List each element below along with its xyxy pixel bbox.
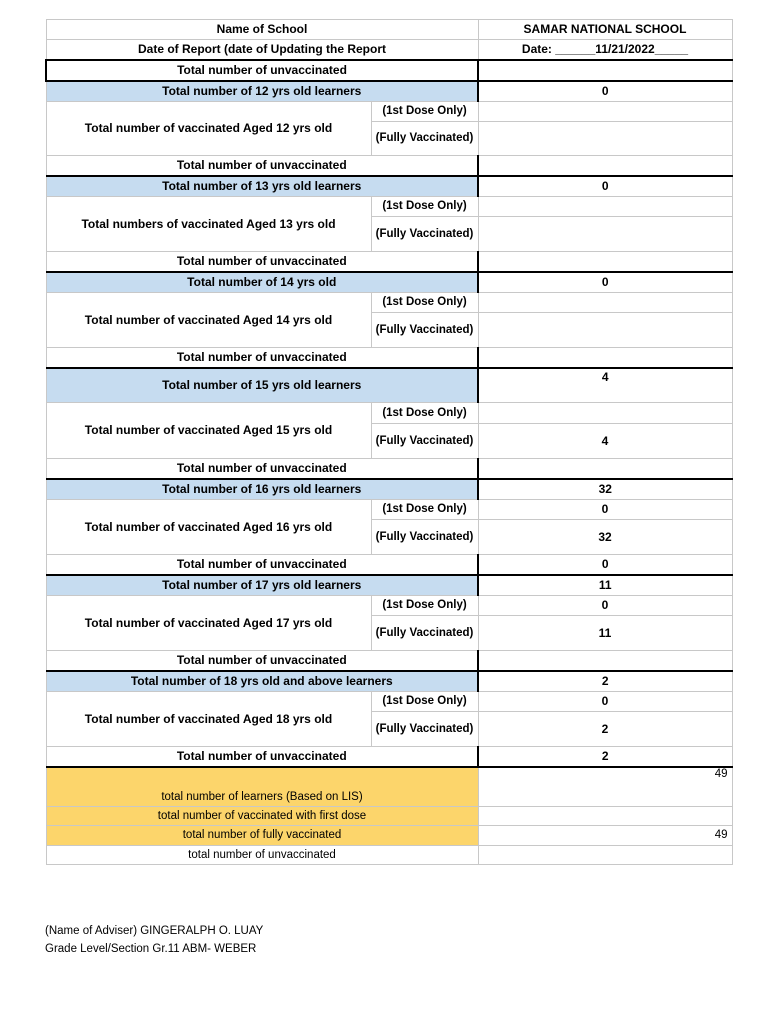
first-dose-label: (1st Dose Only)	[371, 197, 478, 217]
unvaccinated-row	[46, 459, 732, 479]
age-total-label: Total number of 16 yrs old learners	[46, 479, 478, 500]
fully-vaccinated-value	[478, 122, 732, 156]
age-total-label: Total number of 13 yrs old learners	[46, 176, 478, 197]
vaccinated-label: Total number of vaccinated Aged 18 yrs old	[46, 692, 371, 747]
summary-row	[46, 846, 732, 865]
unvaccinated-row	[46, 156, 732, 176]
vaccinated-row	[46, 197, 732, 217]
vaccinated-row	[46, 692, 732, 712]
first-dose-label: (1st Dose Only)	[371, 500, 478, 520]
fully-vaccinated-value: 11	[478, 616, 732, 651]
unvaccinated-value	[478, 651, 732, 671]
unvaccinated-label: Total number of unvaccinated	[46, 747, 478, 767]
unvaccinated-label: Total number of unvaccinated	[46, 252, 478, 272]
summary-row	[46, 807, 732, 826]
unvaccinated-value	[478, 252, 732, 272]
summary-label: total number of unvaccinated	[46, 846, 478, 865]
summary-value	[478, 846, 732, 865]
age-total-label: Total number of 18 yrs old and above learners	[46, 671, 478, 692]
unvaccinated-row	[46, 348, 732, 368]
adviser-name: (Name of Adviser) GINGERALPH O. LUAY	[45, 925, 264, 937]
first-dose-label: (1st Dose Only)	[371, 692, 478, 712]
summary-value: 49	[478, 767, 732, 807]
age-total-value: 0	[478, 176, 732, 197]
unvaccinated-label: Total number of unvaccinated	[46, 555, 478, 575]
first-dose-value	[478, 102, 732, 122]
age-total-row	[46, 671, 732, 692]
vaccinated-label: Total number of vaccinated Aged 12 yrs old	[46, 102, 371, 156]
first-dose-value	[478, 403, 732, 424]
age-total-value: 32	[478, 479, 732, 500]
first-dose-label: (1st Dose Only)	[371, 403, 478, 424]
summary-row	[46, 826, 732, 846]
age-total-value: 4	[478, 368, 732, 403]
unvaccinated-row	[46, 555, 732, 575]
summary-value: 49	[478, 826, 732, 846]
date-label: Date of Report (date of Updating the Report	[46, 40, 478, 60]
vaccinated-label: Total number of vaccinated Aged 16 yrs old	[46, 500, 371, 555]
age-total-row	[46, 81, 732, 102]
unvaccinated-label: Total number of unvaccinated	[46, 156, 478, 176]
unvaccinated-value: 0	[478, 555, 732, 575]
top-unvaccinated-label: Total number of unvaccinated	[46, 60, 478, 81]
unvaccinated-value	[478, 156, 732, 176]
fully-vaccinated-value: 32	[478, 520, 732, 555]
fully-vaccinated-label: (Fully Vaccinated)	[371, 217, 478, 252]
unvaccinated-label: Total number of unvaccinated	[46, 651, 478, 671]
unvaccinated-value	[478, 348, 732, 368]
first-dose-label: (1st Dose Only)	[371, 102, 478, 122]
unvaccinated-row	[46, 651, 732, 671]
report-table	[45, 19, 733, 865]
top-unvaccinated-value	[478, 60, 732, 81]
age-total-label: Total number of 17 yrs old learners	[46, 575, 478, 596]
age-total-label: Total number of 14 yrs old	[46, 272, 478, 293]
first-dose-value: 0	[478, 692, 732, 712]
age-total-row	[46, 368, 732, 403]
vaccinated-row	[46, 403, 732, 424]
age-total-row	[46, 272, 732, 293]
top-unvaccinated-row	[46, 60, 732, 81]
vaccinated-row	[46, 596, 732, 616]
fully-vaccinated-label: (Fully Vaccinated)	[371, 424, 478, 459]
vaccinated-row	[46, 500, 732, 520]
fully-vaccinated-value: 4	[478, 424, 732, 459]
fully-vaccinated-value: 2	[478, 712, 732, 747]
age-total-label: Total number of 12 yrs old learners	[46, 81, 478, 102]
unvaccinated-label: Total number of unvaccinated	[46, 348, 478, 368]
vaccinated-row	[46, 102, 732, 122]
fully-vaccinated-value	[478, 217, 732, 252]
vaccinated-label: Total number of vaccinated Aged 14 yrs old	[46, 293, 371, 348]
first-dose-value: 0	[478, 596, 732, 616]
age-total-label: Total number of 15 yrs old learners	[46, 368, 478, 403]
school-label: Name of School	[46, 20, 478, 40]
first-dose-value	[478, 197, 732, 217]
first-dose-value	[478, 293, 732, 313]
age-total-row	[46, 176, 732, 197]
vaccination-report	[45, 19, 731, 865]
date-value: Date: ______11/21/2022_____	[478, 40, 732, 60]
first-dose-label: (1st Dose Only)	[371, 293, 478, 313]
vaccinated-label: Total numbers of vaccinated Aged 13 yrs old	[46, 197, 371, 252]
vaccinated-label: Total number of vaccinated Aged 17 yrs old	[46, 596, 371, 651]
fully-vaccinated-label: (Fully Vaccinated)	[371, 313, 478, 348]
unvaccinated-label: Total number of unvaccinated	[46, 459, 478, 479]
vaccinated-row	[46, 293, 732, 313]
summary-label: total number of fully vaccinated	[46, 826, 478, 846]
first-dose-label: (1st Dose Only)	[371, 596, 478, 616]
summary-row	[46, 767, 732, 807]
fully-vaccinated-label: (Fully Vaccinated)	[371, 712, 478, 747]
age-total-value: 2	[478, 671, 732, 692]
fully-vaccinated-label: (Fully Vaccinated)	[371, 616, 478, 651]
unvaccinated-value	[478, 459, 732, 479]
fully-vaccinated-label: (Fully Vaccinated)	[371, 520, 478, 555]
vaccinated-label: Total number of vaccinated Aged 15 yrs old	[46, 403, 371, 459]
unvaccinated-value: 2	[478, 747, 732, 767]
date-row	[46, 40, 732, 60]
school-row	[46, 20, 732, 40]
age-total-row	[46, 575, 732, 596]
grade-section: Grade Level/Section Gr.11 ABM- WEBER	[45, 943, 257, 955]
summary-label: total number of vaccinated with first dose	[46, 807, 478, 826]
summary-value	[478, 807, 732, 826]
unvaccinated-row	[46, 747, 732, 767]
age-total-value: 0	[478, 272, 732, 293]
fully-vaccinated-label: (Fully Vaccinated)	[371, 122, 478, 156]
age-total-row	[46, 479, 732, 500]
age-total-value: 0	[478, 81, 732, 102]
age-total-value: 11	[478, 575, 732, 596]
unvaccinated-row	[46, 252, 732, 272]
school-value: SAMAR NATIONAL SCHOOL	[478, 20, 732, 40]
summary-label: total number of learners (Based on LIS)	[46, 767, 478, 807]
first-dose-value: 0	[478, 500, 732, 520]
fully-vaccinated-value	[478, 313, 732, 348]
